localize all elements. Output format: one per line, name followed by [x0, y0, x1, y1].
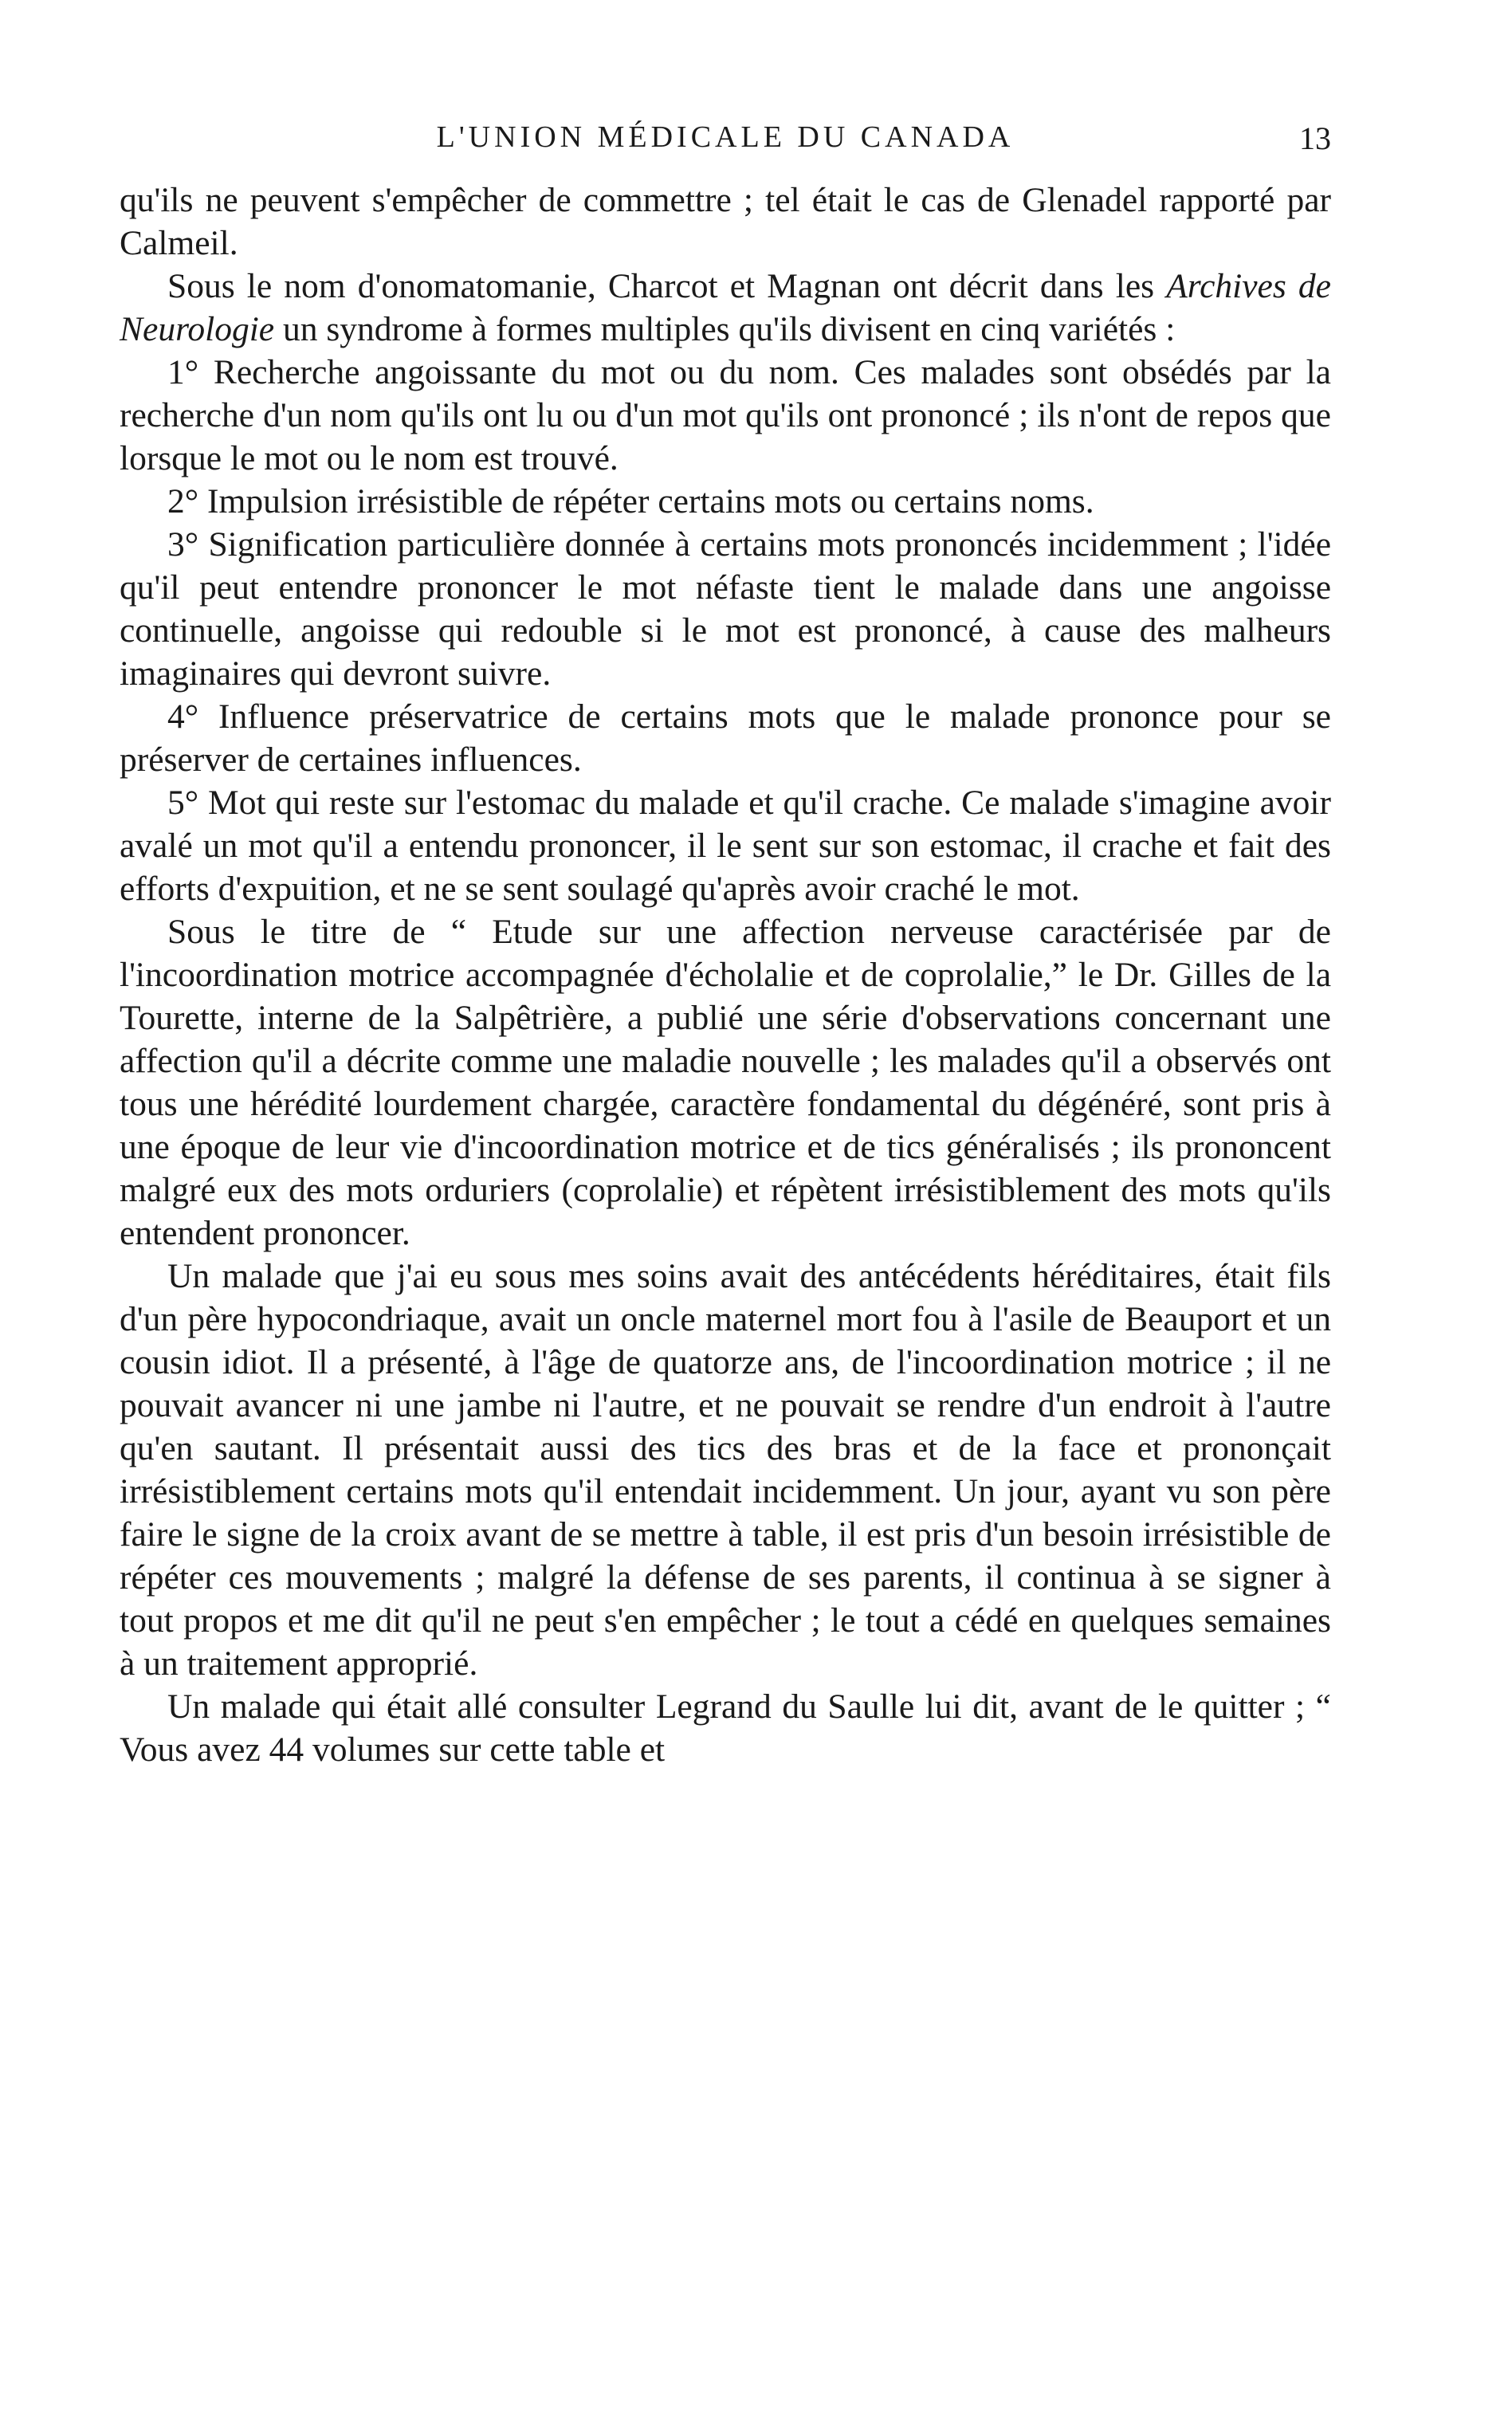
paragraph-tourette: Sous le titre de “ Etude sur une affection nerveuse caractérisée par de l'incoordination motrice accompagnée d'écholalie et de coprolalie,” le Dr. Gilles de la Tourette, interne de la Salpêtrière, a publié une série d'observations concernant une affection qu'il a décrite comme une maladie nouvelle ; les malades qu'il a observés ont tous une hérédité lourdement chargée, caractère fondamental du dégénéré, sont pris à une époque de leur vie d'incoordination motrice et de tics généralisés ; ils prononcent malgré eux des mots orduriers (coprolalie) et répètent irrésistiblement des mots qu'ils entendent prononcer.	[120, 913, 1331, 1252]
paragraph-variety-1: 1° Recherche angoissante du mot ou du nom. Ces malades sont obsédés par la recherche d'un nom qu'ils ont lu ou d'un mot qu'ils ont prononcé ; ils n'ont de repos que lorsque le mot ou le nom est trouvé.	[120, 353, 1331, 477]
paragraph-variety-3: 3° Signification particulière donnée à certains mots prononcés incidemment ; l'idée qu'il peut entendre prononcer le mot néfaste tient le malade dans une angoisse continuelle, angoisse qui redouble si le mot est prononcé, à cause des malheurs imaginaires qui devront suivre.	[120, 525, 1331, 693]
running-head	[120, 120, 1331, 167]
paragraph-onomatomanie	[120, 265, 1331, 351]
running-title: L'UNION MÉDICALE DU CANADA	[436, 120, 1015, 154]
paragraph-variety-2: 2° Impulsion irrésistible de répéter certains mots ou certains noms.	[167, 482, 1094, 521]
body-text	[120, 179, 1331, 1771]
paragraph-case-report: Un malade que j'ai eu sous mes soins avait des antécédents héréditaires, était fils d'un père hypocondriaque, avait un oncle maternel mort fou à l'asile de Beauport et un cousin idiot. Il a présenté, à l'âge de quatorze ans, de l'incoordination motrice ; il ne pouvait avancer ni une jambe ni l'autre, et ne pouvait se rendre d'un endroit à l'autre qu'en sautant. Il présentait aussi des tics des bras et de la face et prononçait irrésistiblement certains mots qu'il entendait incidemment. Un jour, ayant vu son père faire le signe de la croix avant de se mettre à table, il est pris d'un besoin irrésistible de répéter ces mouvements ; malgré la défense de ses parents, il continua à se signer à tout propos et me dit qu'il ne peut s'en empêcher ; le tout a cédé en quelques semaines à un traitement approprié.	[120, 1257, 1331, 1683]
paragraph-continuation: qu'ils ne peuvent s'empêcher de commettre ; tel était le cas de Glenadel rapporté par Calmeil.	[120, 181, 1331, 262]
paragraph-text: un syndrome à formes multiples qu'ils divisent en cinq variétés :	[274, 310, 1176, 348]
paragraph-variety-4: 4° Influence préservatrice de certains mots que le malade prononce pour se préserver de certaines influences.	[120, 697, 1331, 779]
paragraph-variety-5: 5° Mot qui reste sur l'estomac du malade et qu'il crache. Ce malade s'imagine avoir avalé un mot qu'il a entendu prononcer, il le sent sur son estomac, il crache et fait des efforts d'expuition, et ne se sent soulagé qu'après avoir craché le mot.	[120, 784, 1331, 908]
journal-title: Archives de Neurologie	[120, 267, 1331, 348]
document-page	[120, 120, 1331, 2351]
paragraph-text: Sous le nom d'onomatomanie, Charcot et Magnan ont décrit dans les	[167, 267, 1167, 305]
paragraph-legrand: Un malade qui était allé consulter Legrand du Saulle lui dit, avant de le quitter ; “ Vous avez 44 volumes sur cette table et	[120, 1687, 1331, 1769]
page-number: 13	[1299, 120, 1331, 156]
